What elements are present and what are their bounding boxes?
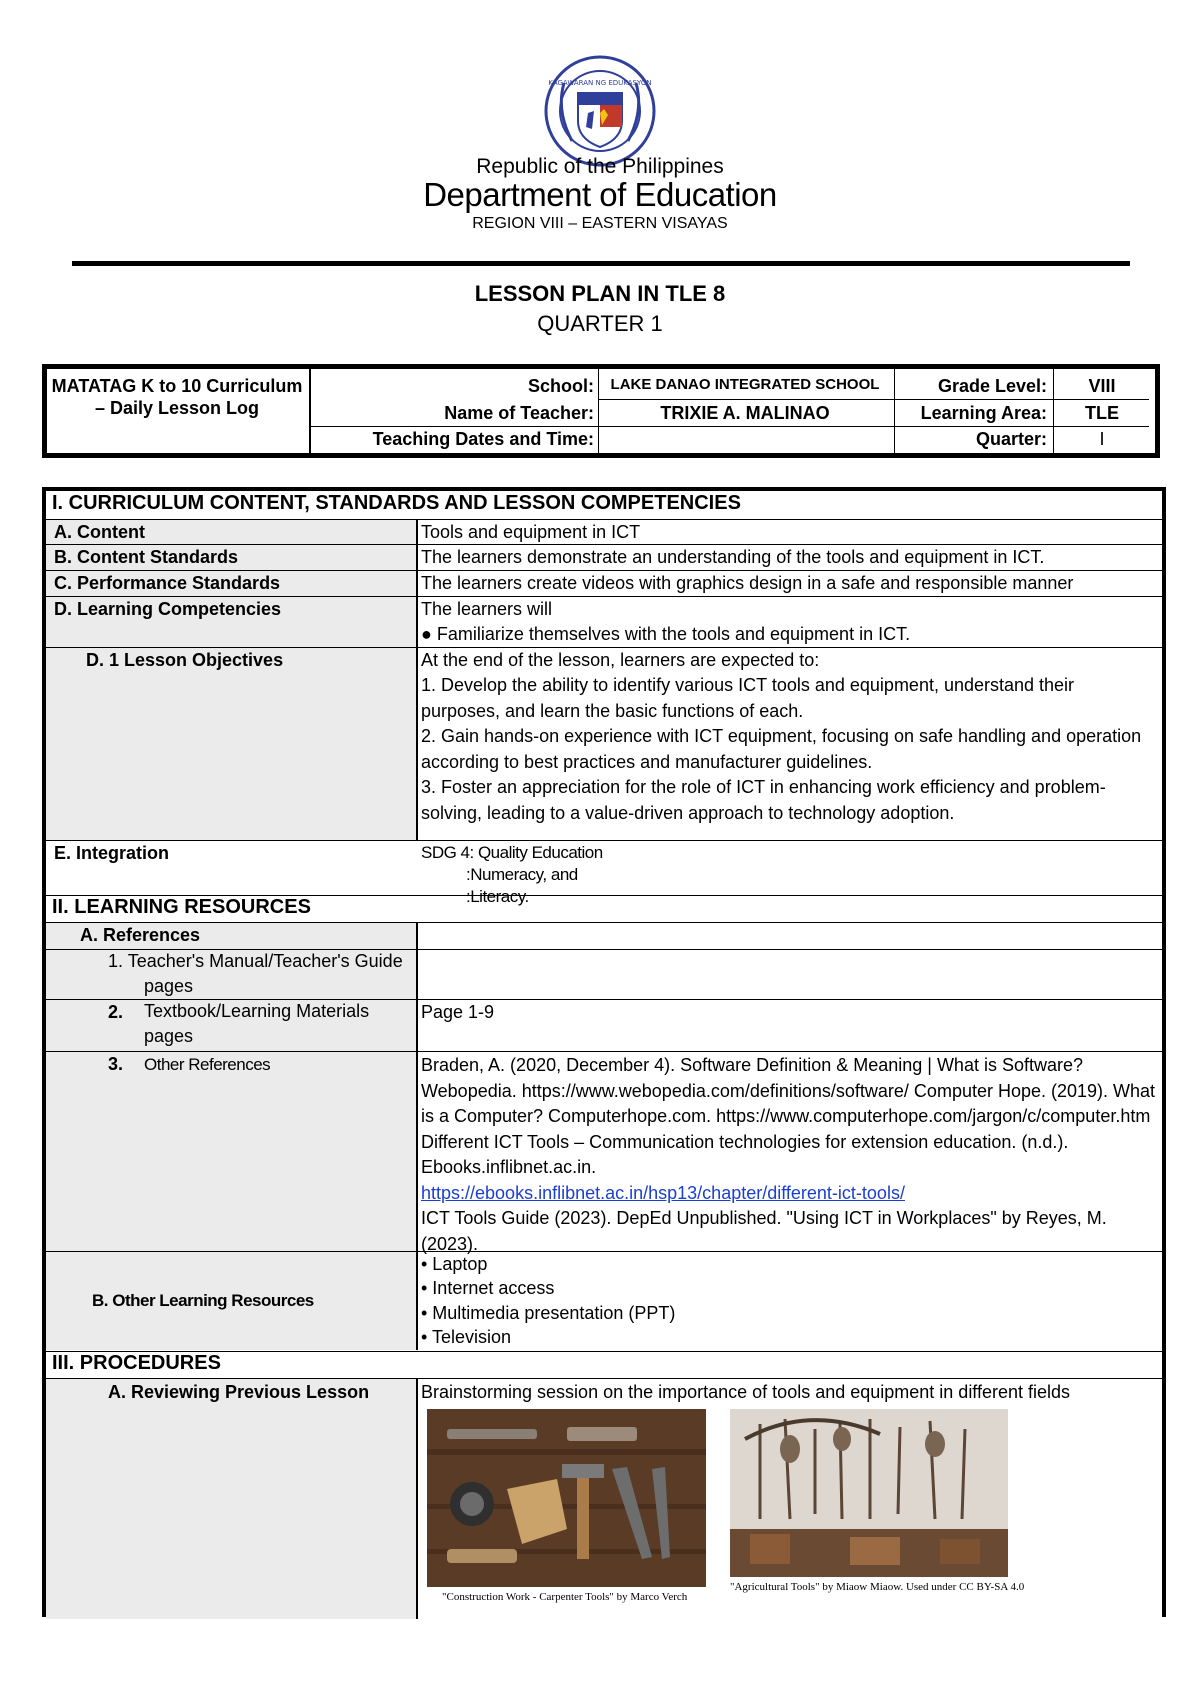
ict-tools-guide-citation: ICT Tools Guide (2023). DepEd Unpublished. "Using ICT in Workplaces" by Reyes, M. (2023).	[421, 1208, 1107, 1254]
republic-heading: Republic of the Philippines	[476, 155, 724, 178]
content-standards-label: B. Content Standards	[54, 547, 239, 567]
info-table	[42, 364, 1160, 458]
performance-standards-value: The learners create videos with graphics design in a safe and responsible manner	[421, 573, 1074, 593]
learning-area-label: Learning Area:	[920, 403, 1047, 423]
objectives-intro: At the end of the lesson, learners are expected to:	[421, 650, 820, 670]
objective-2: 2. Gain hands-on experience with ICT equipment, focusing on safe handling and operation according to best practices and manufacturer guidelines.	[421, 726, 1142, 772]
teacher-value: TRIXIE A. MALINAO	[660, 403, 830, 423]
learning-competencies-label: D. Learning Competencies	[54, 599, 282, 619]
other-references-label: Other References	[144, 1055, 271, 1074]
resource-laptop: • Laptop	[421, 1254, 488, 1274]
lesson-plan-table	[42, 487, 1166, 1617]
school-label: School:	[528, 376, 594, 396]
grade-level-label: Grade Level:	[937, 376, 1047, 396]
svg-text:KAGAWARAN NG EDUKASYON: KAGAWARAN NG EDUKASYON	[548, 79, 652, 87]
photo-caption-2: "Agricultural Tools" by Miaow Miaow. Used under CC BY-SA 4.0	[730, 1581, 1025, 1593]
resource-internet: • Internet access	[421, 1278, 555, 1298]
section-procedures-heading: III. PROCEDURES	[52, 1352, 221, 1374]
dates-label: Teaching Dates and Time:	[372, 429, 594, 449]
content-label: A. Content	[54, 522, 145, 542]
other-learning-resources-label: B. Other Learning Resources	[92, 1291, 314, 1310]
section-curriculum-heading: I. CURRICULUM CONTENT, STANDARDS AND LESSON COMPETENCIES	[52, 492, 741, 514]
daily-lesson-log-title: MATATAG K to 10 Curriculum – Daily Lesson Log	[51, 376, 303, 418]
textbook-number: 2.	[108, 1002, 124, 1022]
school-value: LAKE DANAO INTEGRATED SCHOOL	[610, 376, 880, 393]
integration-numeracy: :Numeracy, and	[466, 865, 578, 884]
photo-caption-1: "Construction Work - Carpenter Tools" by Marco Verch	[442, 1591, 688, 1603]
integration-label: E. Integration	[54, 843, 170, 863]
agricultural-tools-photo	[730, 1409, 1008, 1577]
region-heading: REGION VIII – EASTERN VISAYAS	[472, 215, 728, 232]
grade-level-value: VIII	[1088, 376, 1116, 396]
content-standards-value: The learners demonstrate an understanding of the tools and equipment in ICT.	[421, 547, 1045, 567]
competency-item: ● Familiarize themselves with the tools and equipment in ICT.	[421, 624, 911, 644]
quarter-label: Quarter:	[975, 429, 1047, 449]
resource-multimedia: • Multimedia presentation (PPT)	[421, 1303, 676, 1323]
textbook-label: Textbook/Learning Materials pages	[144, 1001, 370, 1046]
reviewing-previous-lesson-label: A. Reviewing Previous Lesson	[108, 1382, 370, 1402]
other-references-text	[421, 1053, 1156, 1257]
teacher-label: Name of Teacher:	[444, 403, 594, 423]
header-divider	[72, 261, 1130, 266]
content-value: Tools and equipment in ICT	[421, 522, 641, 542]
integration-sdg: SDG 4: Quality Education	[421, 843, 603, 862]
reviewing-previous-lesson-value: Brainstorming session on the importance of tools and equipment in different fields	[421, 1382, 1071, 1402]
integration-literacy: :Literacy.	[466, 887, 529, 906]
other-references-number: 3.	[108, 1054, 124, 1074]
references-citations: Braden, A. (2020, December 4). Software Definition & Meaning | What is Software? Webopedia. https://www.webopedia.com/definitions/software/ Computer Hope. (2019). What is a Computer? Computerhope.com. https://www.computerhope.com/jargon/c/computer.htm Different ICT Tools – Communication technologies for extension education. (n.d.). Ebooks.inflibnet.ac.in.	[421, 1055, 1156, 1177]
carpenter-tools-photo	[427, 1409, 706, 1587]
learning-area-value: TLE	[1085, 403, 1119, 423]
references-label: A. References	[80, 925, 201, 945]
objective-3: 3. Foster an appreciation for the role of ICT in enhancing work efficiency and problem-solving, leading to a value-driven approach to technology adoption.	[421, 777, 1106, 823]
competencies-intro: The learners will	[421, 599, 553, 619]
section-resources-heading: II. LEARNING RESOURCES	[52, 896, 311, 918]
deped-seal-logo	[544, 55, 656, 167]
objective-1: 1. Develop the ability to identify various ICT tools and equipment, understand their purposes, and learn the basic functions of each.	[421, 675, 1075, 721]
lesson-objectives-label: D. 1 Lesson Objectives	[86, 650, 284, 670]
quarter-heading: QUARTER 1	[537, 311, 663, 336]
lesson-plan-title: LESSON PLAN IN TLE 8	[474, 281, 726, 306]
textbook-value: Page 1-9	[421, 1002, 495, 1022]
performance-standards-label: C. Performance Standards	[54, 573, 281, 593]
department-heading: Department of Education	[423, 176, 777, 213]
inflibnet-link[interactable]: https://ebooks.inflibnet.ac.in/hsp13/chapter/different-ict-tools/	[421, 1182, 905, 1203]
teachers-manual-label: 1. Teacher's Manual/Teacher's Guide pages	[108, 951, 403, 996]
quarter-value: I	[1099, 429, 1105, 449]
resource-television: • Television	[421, 1327, 512, 1347]
